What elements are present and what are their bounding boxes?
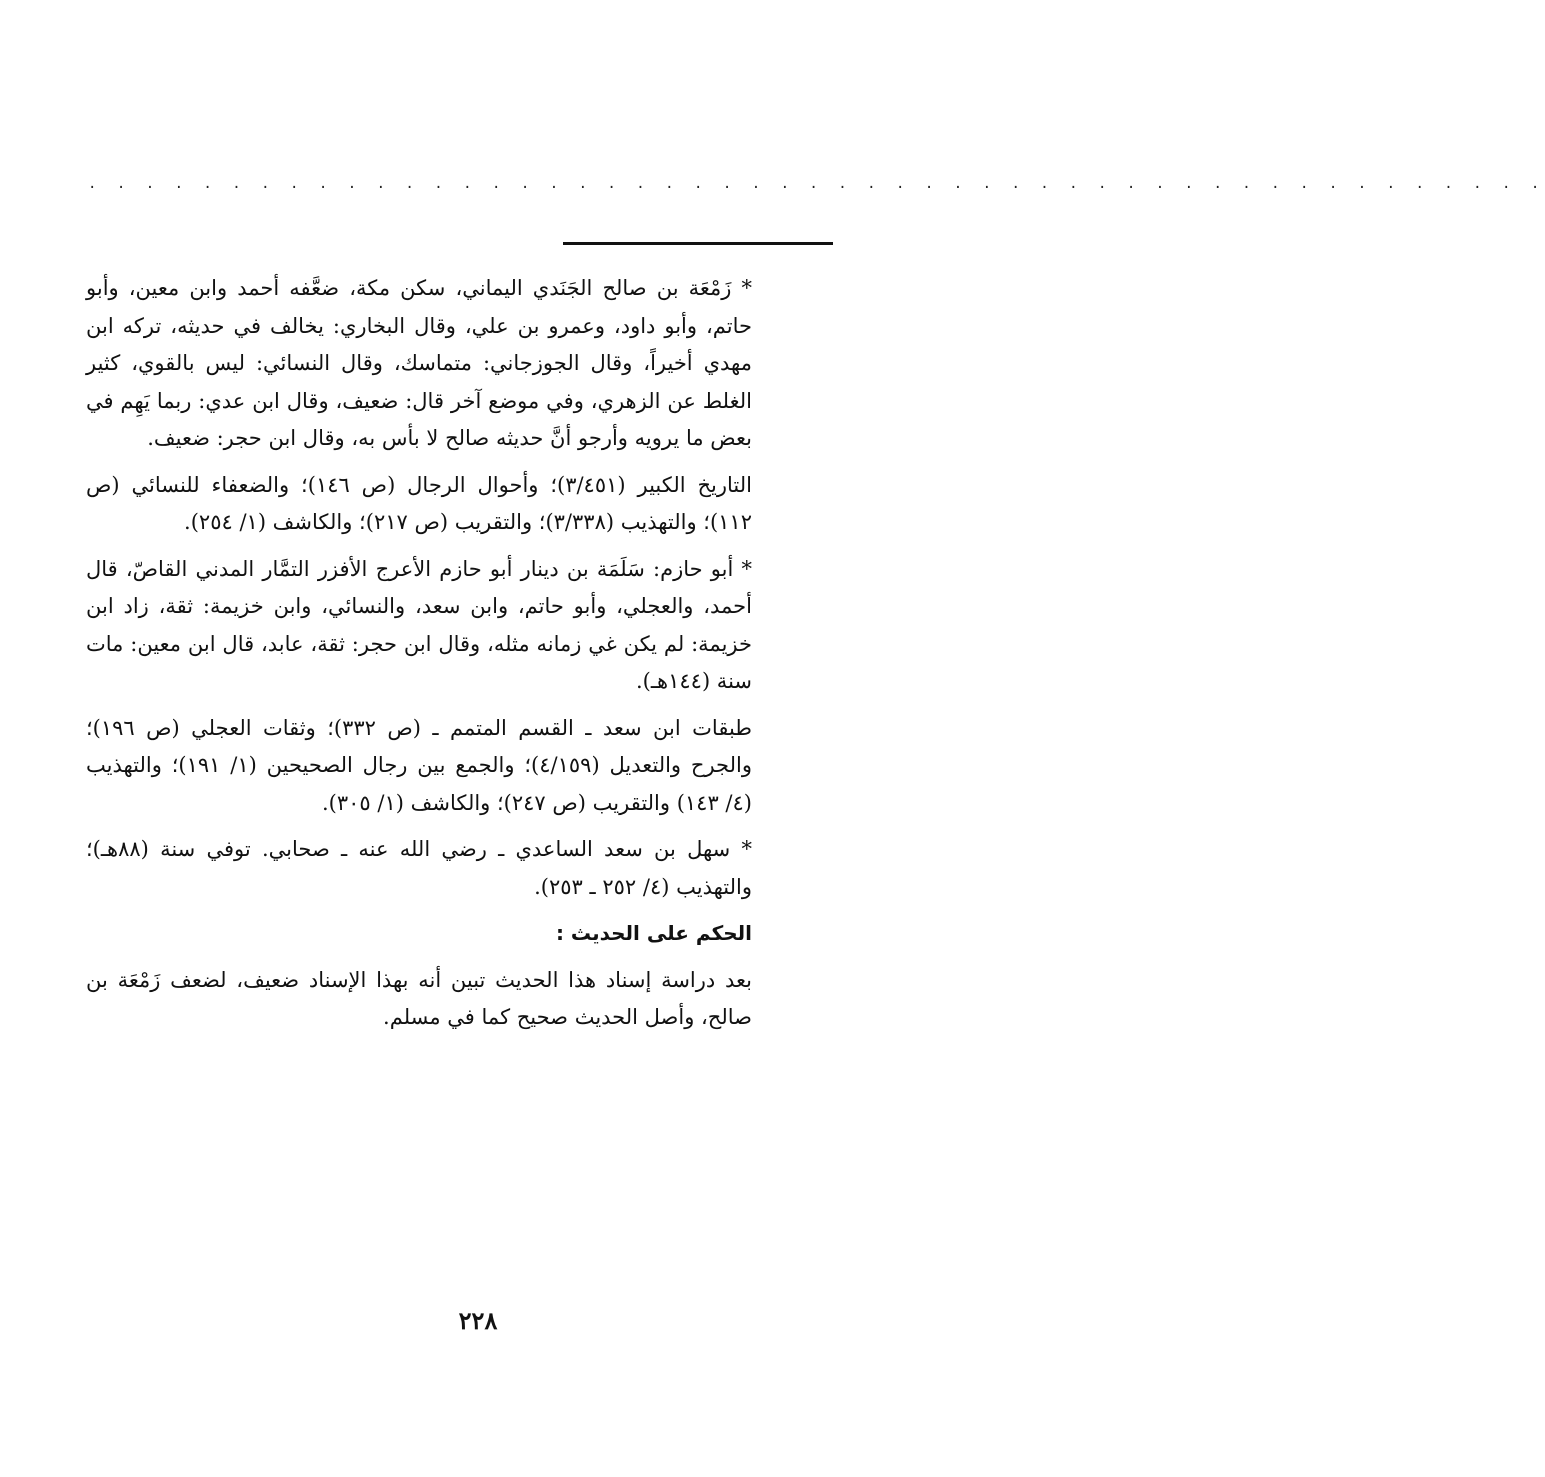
ruling-text: بعد دراسة إسناد هذا الحديث تبين أنه بهذا الإسناد ضعيف، لضعف زَمْعَة بن صالح، وأصل الحديث صحيح كما في مسلم. <box>86 967 752 1029</box>
narrator-zamaa: * زَمْعَة بن صالح الجَنَدي اليماني، سكن مكة، ضعَّفه أحمد وابن معين، وأبو حاتم، وأبو داود، وعمرو بن علي، وقال البخاري: يخالف في حديثه، تركه ابن مهدي أخيراً، وقال الجوزجاني: متماسك، وقال النسائي: ليس بالقوي، كثير الغلط عن الزهري، وفي موضع آخر قال: ضعيف، وقال ابن عدي: ربما يَهِم في بعض ما يرويه وأرجو أنَّ حديثه صالح لا بأس به، وقال ابن حجر: ضعيف. <box>86 276 752 450</box>
narrator-sahl: * سهل بن سعد الساعدي ـ رضي الله عنه ـ صحابي. توفي سنة (٨٨هـ)؛ والتهذيب (٤/ ٢٥٢ ـ ٢٥٣). <box>86 837 752 899</box>
narrator-abu-hazim: * أبو حازم: سَلَمَة بن دينار أبو حازم الأعرج الأفزر التمَّار المدني القاصّ، قال أحمد، والعجلي، وأبو حاتم، وابن سعد، والنسائي، وابن خزيمة: ثقة، زاد ابن خزيمة: لم يكن غي زمانه مثله، وقال ابن حجر: ثقة، عابد، قال ابن معين: مات سنة (١٤٤هـ). <box>86 556 752 693</box>
footnote-body <box>86 270 752 1037</box>
footnote-rule <box>563 242 833 245</box>
sources-zamaa: التاريخ الكبير (٣/٤٥١)؛ وأحوال الرجال (ص ١٤٦)؛ والضعفاء للنسائي (ص ١١٢)؛ والتهذيب (٣/٣٣٨)؛ والتقريب (ص ٢١٧)؛ والكاشف (١/ ٢٥٤). <box>86 472 752 534</box>
dotted-separator: . . . . . . . . . . . . . . . . . . . . . . . . . . . . . . . . . . . . . . . . . . . . . . . . . . . <box>88 176 1545 192</box>
page-number: ٢٢٨ <box>458 1306 498 1335</box>
ruling-heading: الحكم على الحديث : <box>555 921 752 945</box>
sources-abu-hazim: طبقات ابن سعد ـ القسم المتمم ـ (ص ٣٣٢)؛ وثقات العجلي (ص ١٩٦)؛ والجرح والتعديل (٤/١٥٩)؛ والجمع بين رجال الصحيحين (١/ ١٩١)؛ والتهذيب (٤/ ١٤٣) والتقريب (ص ٢٤٧)؛ والكاشف (١/ ٣٠٥). <box>86 715 752 815</box>
